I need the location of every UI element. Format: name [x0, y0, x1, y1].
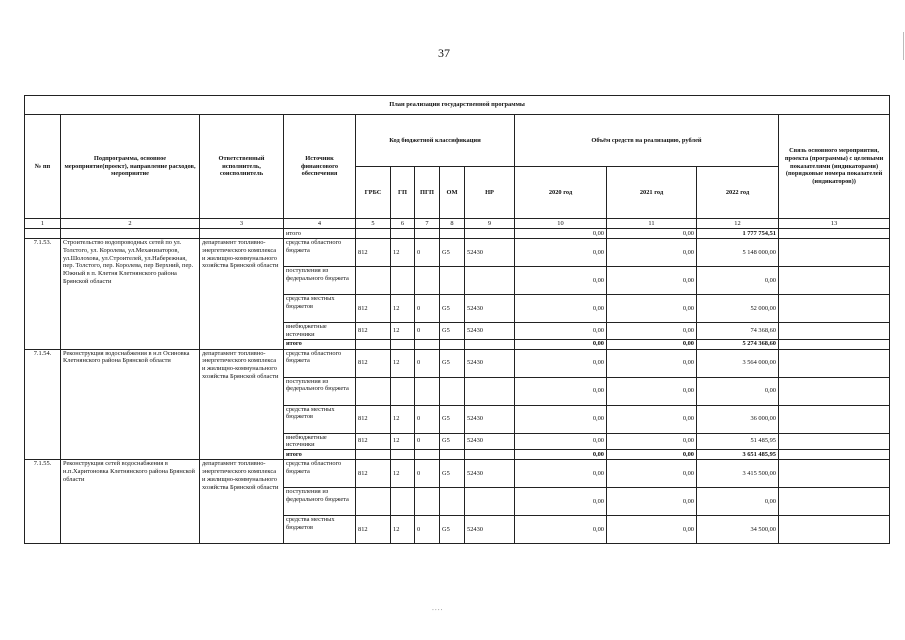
- indicator-link: [779, 267, 890, 295]
- value-2020: 0,00: [515, 516, 607, 544]
- column-number: 1: [25, 219, 61, 229]
- empty-code-cell: [391, 339, 415, 349]
- row-number: 7.1.55.: [25, 460, 61, 544]
- indicator-link: [779, 377, 890, 405]
- top-total-2022: 1 777 754,51: [697, 229, 779, 239]
- funding-source: средства местных бюджетов: [284, 295, 356, 323]
- gp-code: 12: [391, 349, 415, 377]
- measure-name: Строительство водопроводных сетей по ул. Толстого, ул. Королева, ул.Механизаторов, ул.Шолохова, ул.Строителей, ул.Набережная, пер. Толстого, пер. Королева, пер Верхний, пер. Южный в п. Клетня Клетнянского района Брянской области: [61, 239, 200, 350]
- indicator-link: [779, 339, 890, 349]
- value-2020: 0,00: [515, 405, 607, 433]
- gp-code: [391, 488, 415, 516]
- funding-source: внебюджетные источники: [284, 323, 356, 340]
- pgp-code: 0: [415, 349, 440, 377]
- pgp-code: 0: [415, 460, 440, 488]
- value-2021: 0,00: [607, 460, 697, 488]
- indicator-link: [779, 405, 890, 433]
- header-np: НР: [465, 167, 515, 219]
- om-code: G5: [440, 349, 465, 377]
- om-code: [440, 267, 465, 295]
- om-code: G5: [440, 433, 465, 450]
- indicator-link: [779, 450, 890, 460]
- header-2020: 2020 год: [515, 167, 607, 219]
- total-2021: 0,00: [607, 339, 697, 349]
- column-number: 13: [779, 219, 890, 229]
- header-om: ОМ: [440, 167, 465, 219]
- gp-code: [391, 267, 415, 295]
- grbs-code: 812: [356, 405, 391, 433]
- table-row: [25, 460, 890, 488]
- executor: департамент топливно-энергетического комплекса и жилищно-коммунального хозяйства Брянской области: [200, 460, 284, 544]
- row-number: 7.1.54.: [25, 349, 61, 460]
- funding-source: средства областного бюджета: [284, 460, 356, 488]
- value-2022: 36 000,00: [697, 405, 779, 433]
- value-2021: 0,00: [607, 405, 697, 433]
- value-2020: 0,00: [515, 377, 607, 405]
- value-2022: 3 564 000,00: [697, 349, 779, 377]
- grbs-code: 812: [356, 323, 391, 340]
- value-2021: 0,00: [607, 516, 697, 544]
- top-total-label: итого: [284, 229, 356, 239]
- gp-code: 12: [391, 295, 415, 323]
- pgp-code: 0: [415, 295, 440, 323]
- indicator-link: [779, 488, 890, 516]
- funding-source: внебюджетные источники: [284, 433, 356, 450]
- header-executor: Ответственный исполнитель, соисполнитель: [200, 115, 284, 219]
- value-2021: 0,00: [607, 433, 697, 450]
- page-edge-mark: [903, 32, 904, 60]
- total-2022: 5 274 368,60: [697, 339, 779, 349]
- om-code: G5: [440, 323, 465, 340]
- value-2020: 0,00: [515, 323, 607, 340]
- funding-source: средства областного бюджета: [284, 349, 356, 377]
- value-2022: 3 415 500,00: [697, 460, 779, 488]
- table-row: [25, 349, 890, 377]
- indicator-link: [779, 323, 890, 340]
- grbs-code: 812: [356, 295, 391, 323]
- top-total-2021: 0,00: [607, 229, 697, 239]
- column-numbers-row: [25, 219, 890, 229]
- grbs-code: 812: [356, 516, 391, 544]
- value-2021: 0,00: [607, 239, 697, 267]
- gp-code: 12: [391, 323, 415, 340]
- total-label: итого: [284, 450, 356, 460]
- gp-code: 12: [391, 405, 415, 433]
- pgp-code: 0: [415, 516, 440, 544]
- value-2020: 0,00: [515, 295, 607, 323]
- value-2022: 51 485,95: [697, 433, 779, 450]
- np-code: [465, 488, 515, 516]
- value-2021: 0,00: [607, 349, 697, 377]
- np-code: [465, 267, 515, 295]
- value-2021: 0,00: [607, 377, 697, 405]
- table-title: План реализации государственной программы: [25, 96, 890, 115]
- program-plan-table: [24, 95, 890, 544]
- header-program: Подпрограмма, основное мероприятие(проект), направление расходов, мероприятие: [61, 115, 200, 219]
- pgp-code: [415, 267, 440, 295]
- pgp-code: [415, 488, 440, 516]
- measure-name: Реконструкция сетей водоснабжения в н.п.Харитоновка Клетнянского района Брянской области: [61, 460, 200, 544]
- row-number: 7.1.53.: [25, 239, 61, 350]
- np-code: 52430: [465, 516, 515, 544]
- empty-code-cell: [440, 339, 465, 349]
- column-number: 10: [515, 219, 607, 229]
- value-2021: 0,00: [607, 323, 697, 340]
- funding-source: поступления из федерального бюджета: [284, 267, 356, 295]
- value-2021: 0,00: [607, 488, 697, 516]
- gp-code: [391, 377, 415, 405]
- om-code: [440, 377, 465, 405]
- executor: департамент топливно-энергетического комплекса и жилищно-коммунального хозяйства Брянской области: [200, 239, 284, 350]
- om-code: G5: [440, 405, 465, 433]
- value-2020: 0,00: [515, 239, 607, 267]
- value-2020: 0,00: [515, 267, 607, 295]
- funding-source: средства местных бюджетов: [284, 516, 356, 544]
- om-code: [440, 488, 465, 516]
- np-code: 52430: [465, 405, 515, 433]
- funding-source: поступления из федерального бюджета: [284, 377, 356, 405]
- value-2020: 0,00: [515, 349, 607, 377]
- np-code: 52430: [465, 323, 515, 340]
- value-2022: 34 500,00: [697, 516, 779, 544]
- total-2020: 0,00: [515, 450, 607, 460]
- grbs-code: 812: [356, 239, 391, 267]
- header-gp: ГП: [391, 167, 415, 219]
- funding-source: средства местных бюджетов: [284, 405, 356, 433]
- value-2021: 0,00: [607, 295, 697, 323]
- total-2020: 0,00: [515, 339, 607, 349]
- column-number: 2: [61, 219, 200, 229]
- funding-source: средства областного бюджета: [284, 239, 356, 267]
- value-2020: 0,00: [515, 488, 607, 516]
- grbs-code: 812: [356, 349, 391, 377]
- total-2021: 0,00: [607, 450, 697, 460]
- indicator-link: [779, 516, 890, 544]
- np-code: 52430: [465, 349, 515, 377]
- pgp-code: 0: [415, 433, 440, 450]
- total-2022: 3 651 485,95: [697, 450, 779, 460]
- np-code: 52430: [465, 239, 515, 267]
- measure-name: Реконструкция водоснабжения в н.п Осиновка Клетнянского района Брянской области: [61, 349, 200, 460]
- om-code: G5: [440, 239, 465, 267]
- empty-code-cell: [465, 450, 515, 460]
- header-volume: Объём средств на реализацию, рублей: [515, 115, 779, 167]
- value-2021: 0,00: [607, 267, 697, 295]
- header-source: Источник финансового обеспечения: [284, 115, 356, 219]
- empty-code-cell: [415, 339, 440, 349]
- total-label: итого: [284, 339, 356, 349]
- gp-code: 12: [391, 239, 415, 267]
- grbs-code: 812: [356, 433, 391, 450]
- column-number: 3: [200, 219, 284, 229]
- gp-code: 12: [391, 516, 415, 544]
- empty-code-cell: [391, 450, 415, 460]
- column-number: 6: [391, 219, 415, 229]
- indicator-link: [779, 460, 890, 488]
- empty-code-cell: [440, 450, 465, 460]
- executor: департамент топливно-энергетического комплекса и жилищно-коммунального хозяйства Брянской области: [200, 349, 284, 460]
- table-row: [25, 239, 890, 267]
- value-2022: 0,00: [697, 267, 779, 295]
- column-number: 12: [697, 219, 779, 229]
- indicator-link: [779, 433, 890, 450]
- column-number: 11: [607, 219, 697, 229]
- header-link: Связь основного мероприятия, проекта (программы) с целевыми показателями (индикаторами) (порядковые номера показателей (индикаторов)): [779, 115, 890, 219]
- column-number: 9: [465, 219, 515, 229]
- np-code: [465, 377, 515, 405]
- header-grbs: ГРБС: [356, 167, 391, 219]
- header-2021: 2021 год: [607, 167, 697, 219]
- empty-code-cell: [356, 339, 391, 349]
- pgp-code: 0: [415, 323, 440, 340]
- grbs-code: [356, 267, 391, 295]
- pgp-code: [415, 377, 440, 405]
- indicator-link: [779, 295, 890, 323]
- value-2020: 0,00: [515, 460, 607, 488]
- column-number: 4: [284, 219, 356, 229]
- empty-code-cell: [356, 450, 391, 460]
- header-budget-code: Код бюджетной классификации: [356, 115, 515, 167]
- empty-code-cell: [415, 450, 440, 460]
- value-2020: 0,00: [515, 433, 607, 450]
- value-2022: 5 148 000,00: [697, 239, 779, 267]
- column-number: 8: [440, 219, 465, 229]
- column-number: 5: [356, 219, 391, 229]
- header-2022: 2022 год: [697, 167, 779, 219]
- footer-mark: ⸱⸱⸱⸱: [432, 606, 444, 614]
- grbs-code: 812: [356, 460, 391, 488]
- pgp-code: 0: [415, 239, 440, 267]
- column-number: 7: [415, 219, 440, 229]
- gp-code: 12: [391, 460, 415, 488]
- om-code: G5: [440, 460, 465, 488]
- header-num: № пп: [25, 115, 61, 219]
- om-code: G5: [440, 516, 465, 544]
- funding-source: поступления из федерального бюджета: [284, 488, 356, 516]
- np-code: 52430: [465, 460, 515, 488]
- np-code: 52430: [465, 433, 515, 450]
- value-2022: 74 368,60: [697, 323, 779, 340]
- np-code: 52430: [465, 295, 515, 323]
- pgp-code: 0: [415, 405, 440, 433]
- om-code: G5: [440, 295, 465, 323]
- grbs-code: [356, 488, 391, 516]
- value-2022: 52 000,00: [697, 295, 779, 323]
- value-2022: 0,00: [697, 488, 779, 516]
- indicator-link: [779, 349, 890, 377]
- value-2022: 0,00: [697, 377, 779, 405]
- empty-code-cell: [465, 339, 515, 349]
- top-total-2020: 0,00: [515, 229, 607, 239]
- indicator-link: [779, 239, 890, 267]
- page-number: 37: [438, 46, 450, 60]
- gp-code: 12: [391, 433, 415, 450]
- header-pgp: ПГП: [415, 167, 440, 219]
- grbs-code: [356, 377, 391, 405]
